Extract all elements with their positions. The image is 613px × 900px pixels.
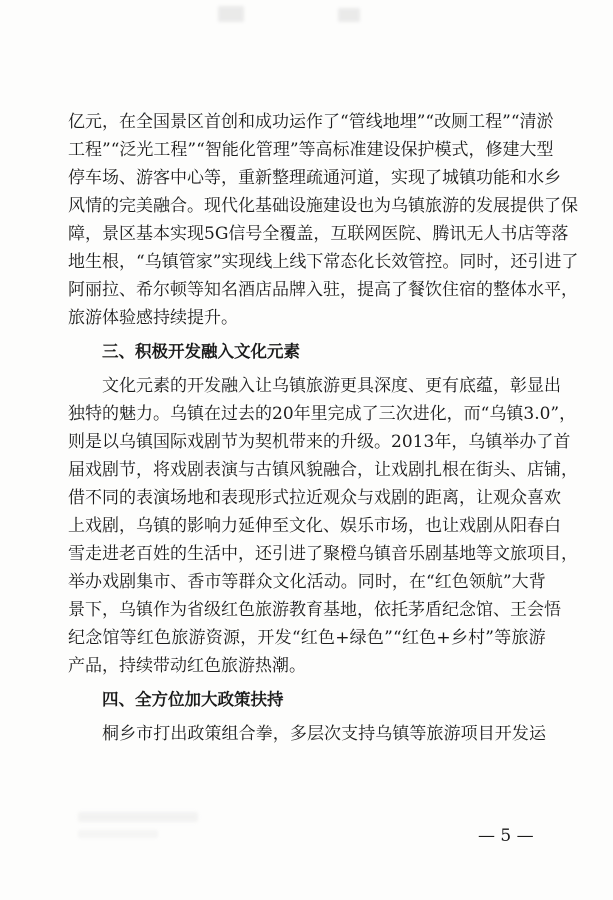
text-line: 停 车 场 、 游 客 中 心 等 ， 重 新 整 理 疏 通 河 道 ， 实 现 了 城 镇 功 能 和 水 乡 bbox=[68, 168, 561, 188]
section-heading-culture: 三、积极开发融入文化元素 bbox=[102, 342, 300, 361]
text-line: 产品，持续带动红色旅游热潮。 bbox=[68, 656, 306, 676]
show-through-mark bbox=[78, 830, 158, 838]
show-through-mark bbox=[218, 6, 244, 22]
text-line: 障 ， 景 区 基 本 实 现 5 G 信 号 全 覆 盖 ， 互 联 网 医 院 、 腾 讯 无 人 书 店 等 落 bbox=[68, 224, 569, 244]
text-line: 则 是 以 乌 镇 国 际 戏 剧 节 为 契 机 带 来 的 升 级 。 2 0 1 3 年 ， 乌 镇 举 办 了 首 bbox=[68, 432, 571, 452]
paragraph-policy bbox=[68, 720, 546, 748]
section-heading-policy: 四、全方位加大政策扶持 bbox=[102, 690, 284, 709]
show-through-mark bbox=[338, 8, 360, 22]
text-line: 雪 走 进 老 百 姓 的 生 活 中 ， 还 引 进 了 聚 橙 乌 镇 音 乐 剧 基 地 等 文 旅 项 目 ， bbox=[68, 544, 578, 564]
text-line: 风 情 的 完 美 融 合 。 现 代 化 基 础 设 施 建 设 也 为 乌 镇 旅 游 的 发 展 提 供 了 保 bbox=[68, 196, 578, 216]
text-line: 纪 念 馆 等 红 色 旅 游 资 源 ， 开 发 “ 红 色 + 绿 色 ” “ 红 色 + 乡 村 ” 等 旅 游 bbox=[68, 628, 546, 648]
document-body bbox=[68, 108, 579, 748]
text-line: 上 戏 剧 ， 乌 镇 的 影 响 力 延 伸 至 文 化 、 娱 乐 市 场 ， 也 让 戏 剧 从 阳 春 白 bbox=[68, 516, 561, 536]
show-through-mark bbox=[78, 812, 198, 822]
text-line: 文 化 元 素 的 开 发 融 入 让 乌 镇 旅 游 更 具 深 度 、 更 有 底 蕴 ， 彰 显 出 bbox=[102, 376, 561, 396]
text-line: 届 戏 剧 节 ， 将 戏 剧 表 演 与 古 镇 风 貌 融 合 ， 让 戏 剧 扎 根 在 街 头 、 店 铺 ， bbox=[68, 460, 578, 480]
text-line: 独 特 的 魅 力 。 乌 镇 在 过 去 的 2 0 年 里 完 成 了 三 次 进 化 ， 而 “ 乌 镇 3 . 0 ” ， bbox=[68, 404, 577, 424]
text-line: 亿 元 ， 在 全 国 景 区 首 创 和 成 功 运 作 了 “ 管 线 地 埋 ” “ 改 厕 工 程 ” “ 清 淤 bbox=[68, 112, 554, 132]
paragraph-culture bbox=[68, 372, 578, 680]
text-line: 景 下 ， 乌 镇 作 为 省 级 红 色 旅 游 教 育 基 地 ， 依 托 茅 盾 纪 念 馆 、 王 会 悟 bbox=[68, 600, 561, 620]
text-line: 地 生 根 ， “ 乌 镇 管 家 ” 实 现 线 上 线 下 常 态 化 长 效 管 控 。 同 时 ， 还 引 进 了 bbox=[68, 252, 579, 272]
paragraph-infrastructure bbox=[68, 108, 579, 332]
page-number: — 5 — bbox=[478, 826, 534, 846]
text-line: 桐 乡 市 打 出 政 策 组 合 拳 ， 多 层 次 支 持 乌 镇 等 旅 游 项 目 开 发 运 bbox=[102, 724, 546, 744]
text-line: 阿 丽 拉 、 希 尔 顿 等 知 名 酒 店 品 牌 入 驻 ， 提 高 了 餐 饮 住 宿 的 整 体 水 平 ， bbox=[68, 280, 578, 300]
text-line: 工 程 ” “ 泛 光 工 程 ” “ 智 能 化 管 理 ” 等 高 标 准 建 设 保 护 模 式 ， 修 建 大 型 bbox=[68, 140, 554, 160]
text-line: 借 不 同 的 表 演 场 地 和 表 现 形 式 拉 近 观 众 与 戏 剧 的 距 离 ， 让 观 众 喜 欢 bbox=[68, 488, 561, 508]
text-line: 举 办 戏 剧 集 市 、 香 市 等 群 众 文 化 活 动 。 同 时 ， 在 “ 红 色 领 航 ” 大 背 bbox=[68, 572, 546, 592]
text-line: 旅游体验感持续提升。 bbox=[68, 308, 238, 328]
